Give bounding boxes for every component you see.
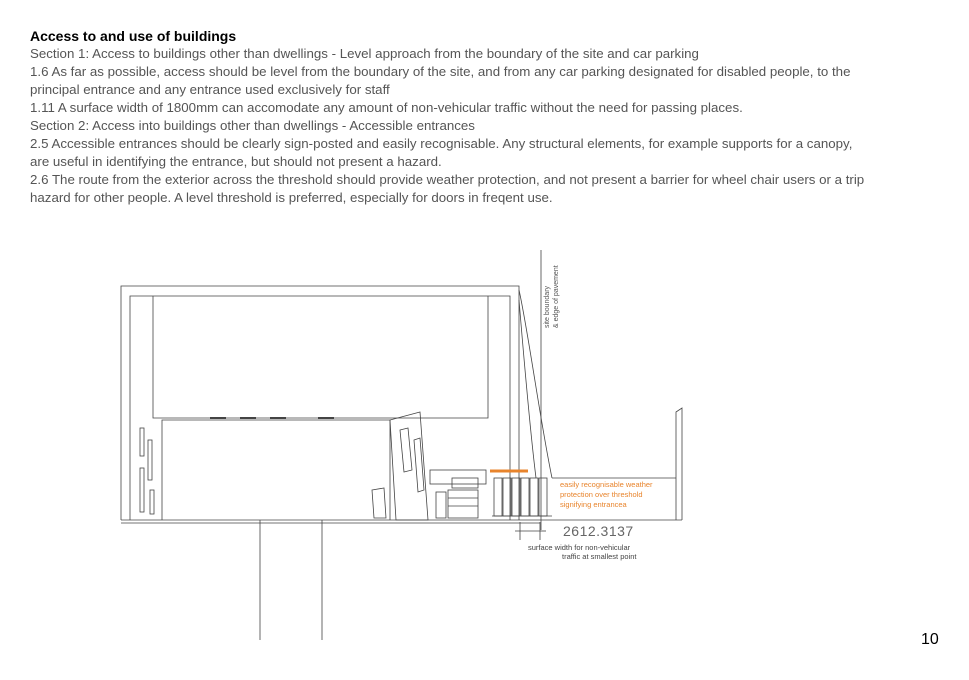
paragraph-2-5-cont: are useful in identifying the entrance, but should not present a hazard. — [30, 154, 442, 169]
page-number: 10 — [921, 631, 939, 648]
paragraph-1-6: 1.6 As far as possible, access should be level from the boundary of the site, and from any car parking designated for disabled people, to the — [30, 64, 851, 79]
paragraph-section-1: Section 1: Access to buildings other than dwellings - Level approach from the boundary of the site and car parking — [30, 46, 699, 61]
paragraph-2-5: 2.5 Accessible entrances should be clearly sign-posted and easily recognisable. Any structural elements, for example supports for a canopy, — [30, 136, 853, 151]
weather-note-line3: signifying entrancea — [560, 500, 627, 509]
weather-note-line2: protection over threshold — [560, 490, 643, 499]
weather-note-line1: easily recognisable weather — [560, 480, 653, 489]
building-outline — [121, 250, 682, 640]
paragraph-section-2: Section 2: Access into buildings other than dwellings - Accessible entrances — [30, 118, 475, 133]
paragraph-1-6-cont: principal entrance and any entrance used exclusively for staff — [30, 82, 390, 97]
boundary-label — [544, 265, 560, 328]
boundary-label-line1: site boundary — [544, 285, 551, 328]
dimension-note-line1: surface width for non-vehicular — [528, 543, 631, 552]
dimension-value: 2612.3137 — [563, 523, 634, 539]
paragraph-2-6: 2.6 The route from the exterior across the threshold should provide weather protection, and not present a barrier for wheel chair users or a trip — [30, 172, 865, 187]
boundary-label-line2: & edge of pavement — [553, 265, 560, 328]
dimension-note-line2: traffic at smallest point — [562, 552, 637, 561]
paragraph-1-11: 1.11 A surface width of 1800mm can accomodate any amount of non-vehicular traffic without the need for passing places. — [30, 100, 743, 115]
page-heading: Access to and use of buildings — [30, 28, 237, 44]
paragraph-2-6-cont: hazard for other people. A level threshold is preferred, especially for doors in freqent use. — [30, 190, 553, 205]
